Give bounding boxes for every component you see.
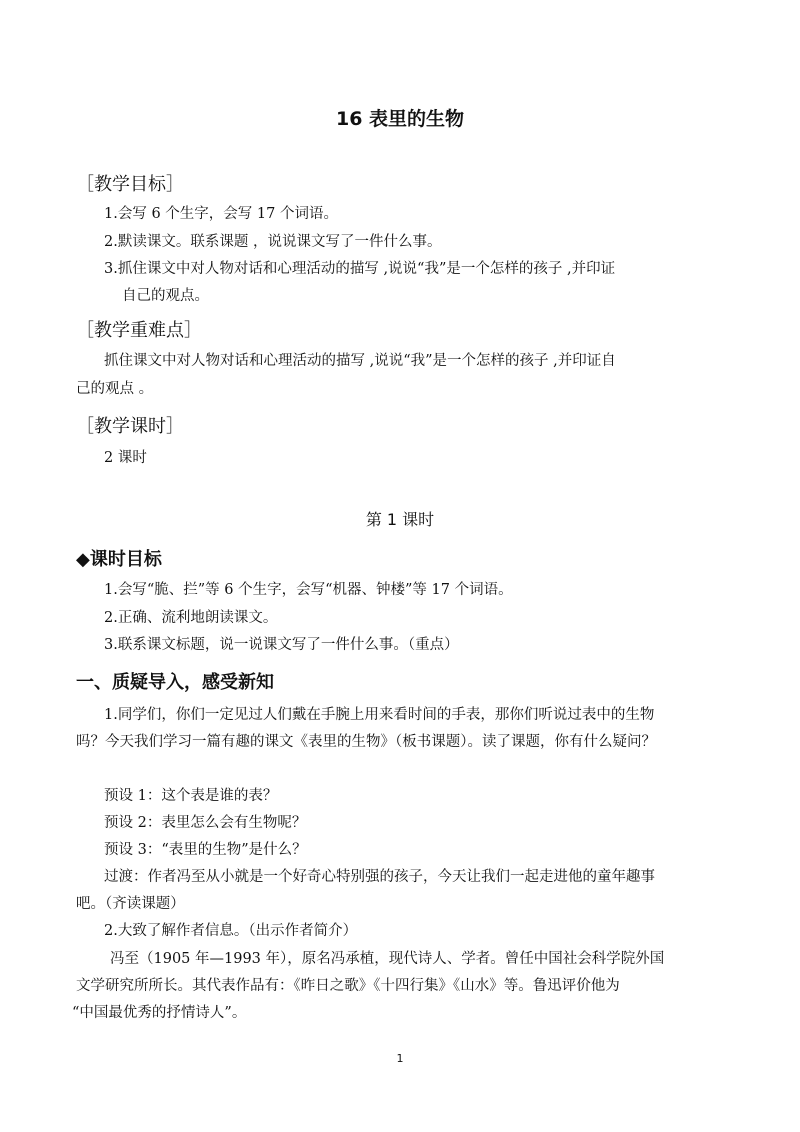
author-prompt: 2.大致了解作者信息。（出示作者简介） <box>104 923 358 939</box>
paragraph-line: 吗？今天我们学习一篇有趣的课文《表里的生物》（板书课题）。读了课题，你有什么疑问？ <box>76 734 656 750</box>
lesson-goals-heading: ◆课时目标 <box>76 549 162 570</box>
page-title: 16 表里的生物 <box>335 108 465 130</box>
key-points-line: 己的观点 。 <box>76 381 154 397</box>
lesson-goal-item: 2.正确、流利地朗读课文。 <box>104 610 278 626</box>
lesson-goal-item: 3.联系课文标题，说一说课文写了一件什么事。（重点） <box>104 637 459 653</box>
preset-answer: 预设 1：这个表是谁的表？ <box>104 788 278 804</box>
author-bio-line: 文学研究所所长。其代表作品有：《昨日之歌》《十四行集》《山水》等。鲁迅评价他为 <box>76 978 620 994</box>
paragraph-line: 1.同学们，你们一定见过人们戴在手腕上用来看时间的手表，那你们听说过表中的生物 <box>104 707 655 723</box>
teaching-goal-item: 1.会写 6 个生字，会写 17 个词语。 <box>104 206 338 222</box>
preset-answer: 预设 2：表里怎么会有生物呢？ <box>104 815 307 831</box>
transition-line: 吧。（齐读课题） <box>76 896 185 912</box>
preset-answer: 预设 3：“表里的生物”是什么？ <box>104 842 307 858</box>
lesson-goal-item: 1.会写“脆、拦”等 6 个生字，会写“机器、钟楼”等 17 个词语。 <box>104 582 513 598</box>
transition-line: 过渡：作者冯至从小就是一个好奇心特别强的孩子，今天让我们一起走进他的童年趣事 <box>104 869 655 885</box>
key-points-line: 抓住课文中对人物对话和心理活动的描写 ,说说“我”是一个怎样的孩子 ,并印证自 <box>104 353 616 369</box>
key-points-heading: ［教学重难点］ <box>76 320 202 341</box>
author-bio-line: 冯至（1905 年—1993 年），原名冯承植，现代诗人、学者。曾任中国社会科学院外国 <box>110 951 665 967</box>
page-number: 1 <box>396 1052 404 1065</box>
teaching-goal-item: 2.默读课文。联系课题 ，说说课文写了一件什么事。 <box>104 234 442 250</box>
teaching-goal-item: 3.抓住课文中对人物对话和心理活动的描写 ,说说“我”是一个怎样的孩子 ,并印证 <box>104 261 616 277</box>
teaching-goals-heading: ［教学目标］ <box>76 174 184 195</box>
section-heading: 一、质疑导入，感受新知 <box>76 672 274 693</box>
author-bio-line: “中国最优秀的抒情诗人”。 <box>72 1005 247 1021</box>
class-hours-heading: ［教学课时］ <box>76 416 184 437</box>
lesson-heading: 第 1 课时 <box>365 510 435 529</box>
class-hours-value: 2 课时 <box>104 450 147 466</box>
teaching-goal-item-continued: 自己的观点。 <box>122 288 209 304</box>
